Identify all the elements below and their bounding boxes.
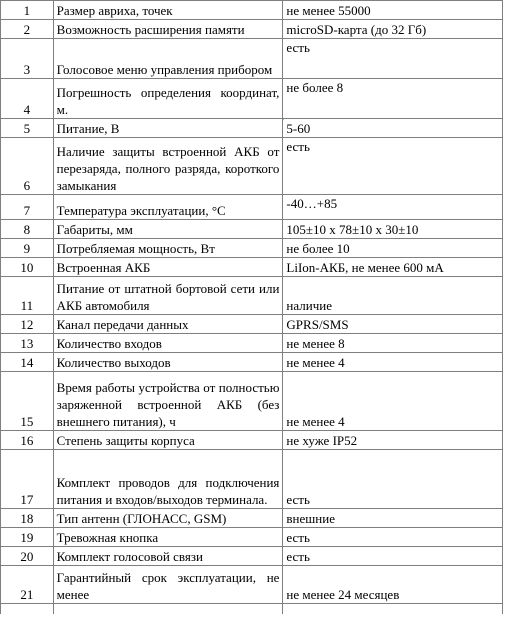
row-number-cell[interactable]: 5 bbox=[1, 119, 54, 138]
table-row bbox=[1, 39, 529, 79]
parameter-cell[interactable]: Комплект голосовой связи bbox=[53, 547, 283, 566]
value-cell[interactable]: есть bbox=[283, 547, 503, 566]
table-row bbox=[1, 450, 529, 509]
table-row bbox=[1, 353, 529, 372]
row-number-cell[interactable]: 6 bbox=[1, 138, 54, 195]
row-number-cell[interactable]: 18 bbox=[1, 509, 54, 528]
empty-cell[interactable] bbox=[503, 239, 529, 258]
value-cell[interactable]: microSD-карта (до 32 Гб) bbox=[283, 20, 503, 39]
table-row bbox=[1, 20, 529, 39]
empty-cell[interactable] bbox=[283, 604, 503, 614]
value-cell[interactable]: GPRS/SMS bbox=[283, 315, 503, 334]
row-number-cell[interactable]: 17 bbox=[1, 450, 54, 509]
value-cell[interactable]: есть bbox=[283, 138, 503, 195]
value-cell[interactable]: -40…+85 bbox=[283, 195, 503, 220]
table-row bbox=[1, 431, 529, 450]
table-row bbox=[1, 258, 529, 277]
value-cell[interactable]: 105±10 х 78±10 х 30±10 bbox=[283, 220, 503, 239]
empty-cell[interactable] bbox=[503, 528, 529, 547]
table-row bbox=[1, 566, 529, 604]
parameter-cell[interactable]: Питание от штатной бортовой сети или АКБ автомобиля bbox=[53, 277, 283, 315]
empty-cell[interactable] bbox=[503, 195, 529, 220]
empty-cell[interactable] bbox=[503, 509, 529, 528]
value-cell[interactable]: наличие bbox=[283, 277, 503, 315]
empty-cell[interactable] bbox=[503, 258, 529, 277]
row-number-cell[interactable]: 11 bbox=[1, 277, 54, 315]
table-row bbox=[1, 315, 529, 334]
table-row bbox=[1, 138, 529, 195]
value-cell[interactable]: не менее 8 bbox=[283, 334, 503, 353]
table-row bbox=[1, 79, 529, 119]
table-row bbox=[1, 528, 529, 547]
table-row bbox=[1, 277, 529, 315]
parameter-cell[interactable]: Голосовое меню управления прибором bbox=[53, 39, 283, 79]
value-cell[interactable]: внешние bbox=[283, 509, 503, 528]
table-row bbox=[1, 220, 529, 239]
value-cell[interactable]: не менее 4 bbox=[283, 372, 503, 431]
row-number-cell[interactable]: 4 bbox=[1, 79, 54, 119]
parameter-cell[interactable]: Канал передачи данных bbox=[53, 315, 283, 334]
empty-cell[interactable] bbox=[503, 79, 529, 119]
empty-cell[interactable] bbox=[503, 566, 529, 604]
table-row bbox=[1, 1, 529, 20]
empty-cell[interactable] bbox=[503, 431, 529, 450]
row-number-cell[interactable]: 16 bbox=[1, 431, 54, 450]
value-cell[interactable]: есть bbox=[283, 450, 503, 509]
table-row bbox=[1, 547, 529, 566]
empty-cell[interactable] bbox=[503, 277, 529, 315]
row-number-cell[interactable]: 2 bbox=[1, 20, 54, 39]
row-number-cell[interactable]: 9 bbox=[1, 239, 54, 258]
table-row bbox=[1, 195, 529, 220]
row-number-cell[interactable]: 12 bbox=[1, 315, 54, 334]
row-number-cell[interactable]: 1 bbox=[1, 1, 54, 20]
table-row bbox=[1, 239, 529, 258]
value-cell[interactable]: 5-60 bbox=[283, 119, 503, 138]
empty-cell[interactable] bbox=[503, 138, 529, 195]
empty-cell[interactable] bbox=[1, 604, 54, 614]
empty-cell[interactable] bbox=[503, 20, 529, 39]
empty-cell[interactable] bbox=[503, 315, 529, 334]
parameter-cell[interactable]: Комплект проводов для подключения питания и входов/выходов терминала. bbox=[53, 450, 283, 509]
parameter-cell[interactable]: Встроенная АКБ bbox=[53, 258, 283, 277]
empty-cell[interactable] bbox=[503, 1, 529, 20]
row-number-cell[interactable]: 15 bbox=[1, 372, 54, 431]
table-row bbox=[1, 372, 529, 431]
row-number-cell[interactable]: 13 bbox=[1, 334, 54, 353]
value-cell[interactable]: не более 8 bbox=[283, 79, 503, 119]
row-number-cell[interactable]: 7 bbox=[1, 195, 54, 220]
value-cell[interactable]: не хуже IP52 bbox=[283, 431, 503, 450]
row-number-cell[interactable]: 8 bbox=[1, 220, 54, 239]
parameter-cell[interactable]: Гарантийный срок эксплуатации, не менее bbox=[53, 566, 283, 604]
parameter-cell[interactable]: Тип антенн (ГЛОНАСС, GSM) bbox=[53, 509, 283, 528]
value-cell[interactable]: не менее 55000 bbox=[283, 1, 503, 20]
parameter-cell[interactable]: Размер авриха, точек bbox=[53, 1, 283, 20]
parameter-cell[interactable]: Время работы устройства от полностью заряженной встроенной АКБ (без внешнего питания), ч bbox=[53, 372, 283, 431]
empty-cell[interactable] bbox=[503, 353, 529, 372]
table-row bbox=[1, 604, 529, 614]
parameter-cell[interactable]: Габариты, мм bbox=[53, 220, 283, 239]
table-row bbox=[1, 119, 529, 138]
empty-cell[interactable] bbox=[503, 604, 529, 614]
row-number-cell[interactable]: 3 bbox=[1, 39, 54, 79]
parameter-cell[interactable]: Наличие защиты встроенной АКБ от перезаряда, полного разряда, короткого замыкания bbox=[53, 138, 283, 195]
empty-cell[interactable] bbox=[503, 119, 529, 138]
parameter-cell[interactable]: Погрешность определения координат, м. bbox=[53, 79, 283, 119]
value-cell[interactable]: есть bbox=[283, 39, 503, 79]
row-number-cell[interactable]: 14 bbox=[1, 353, 54, 372]
parameter-cell[interactable]: Тревожная кнопка bbox=[53, 528, 283, 547]
empty-cell[interactable] bbox=[53, 604, 283, 614]
row-number-cell[interactable]: 20 bbox=[1, 547, 54, 566]
table-row bbox=[1, 334, 529, 353]
parameter-cell[interactable]: Возможность расширения памяти bbox=[53, 20, 283, 39]
value-cell[interactable]: есть bbox=[283, 528, 503, 547]
value-cell[interactable]: LiIon-АКБ, не менее 600 мА bbox=[283, 258, 503, 277]
empty-cell[interactable] bbox=[503, 334, 529, 353]
table-row bbox=[1, 509, 529, 528]
parameter-cell[interactable]: Количество выходов bbox=[53, 353, 283, 372]
value-cell[interactable]: не менее 4 bbox=[283, 353, 503, 372]
parameter-cell[interactable]: Количество входов bbox=[53, 334, 283, 353]
value-cell[interactable]: не более 10 bbox=[283, 239, 503, 258]
parameter-cell[interactable]: Степень защиты корпуса bbox=[53, 431, 283, 450]
row-number-cell[interactable]: 10 bbox=[1, 258, 54, 277]
row-number-cell[interactable]: 21 bbox=[1, 566, 54, 604]
empty-cell[interactable] bbox=[503, 547, 529, 566]
parameter-cell[interactable]: Питание, В bbox=[53, 119, 283, 138]
row-number-cell[interactable]: 19 bbox=[1, 528, 54, 547]
empty-cell[interactable] bbox=[503, 450, 529, 509]
empty-cell[interactable] bbox=[503, 372, 529, 431]
empty-cell[interactable] bbox=[503, 39, 529, 79]
parameter-cell[interactable]: Температура эксплуатации, °С bbox=[53, 195, 283, 220]
empty-cell[interactable] bbox=[503, 220, 529, 239]
value-cell[interactable]: не менее 24 месяцев bbox=[283, 566, 503, 604]
parameter-cell[interactable]: Потребляемая мощность, Вт bbox=[53, 239, 283, 258]
